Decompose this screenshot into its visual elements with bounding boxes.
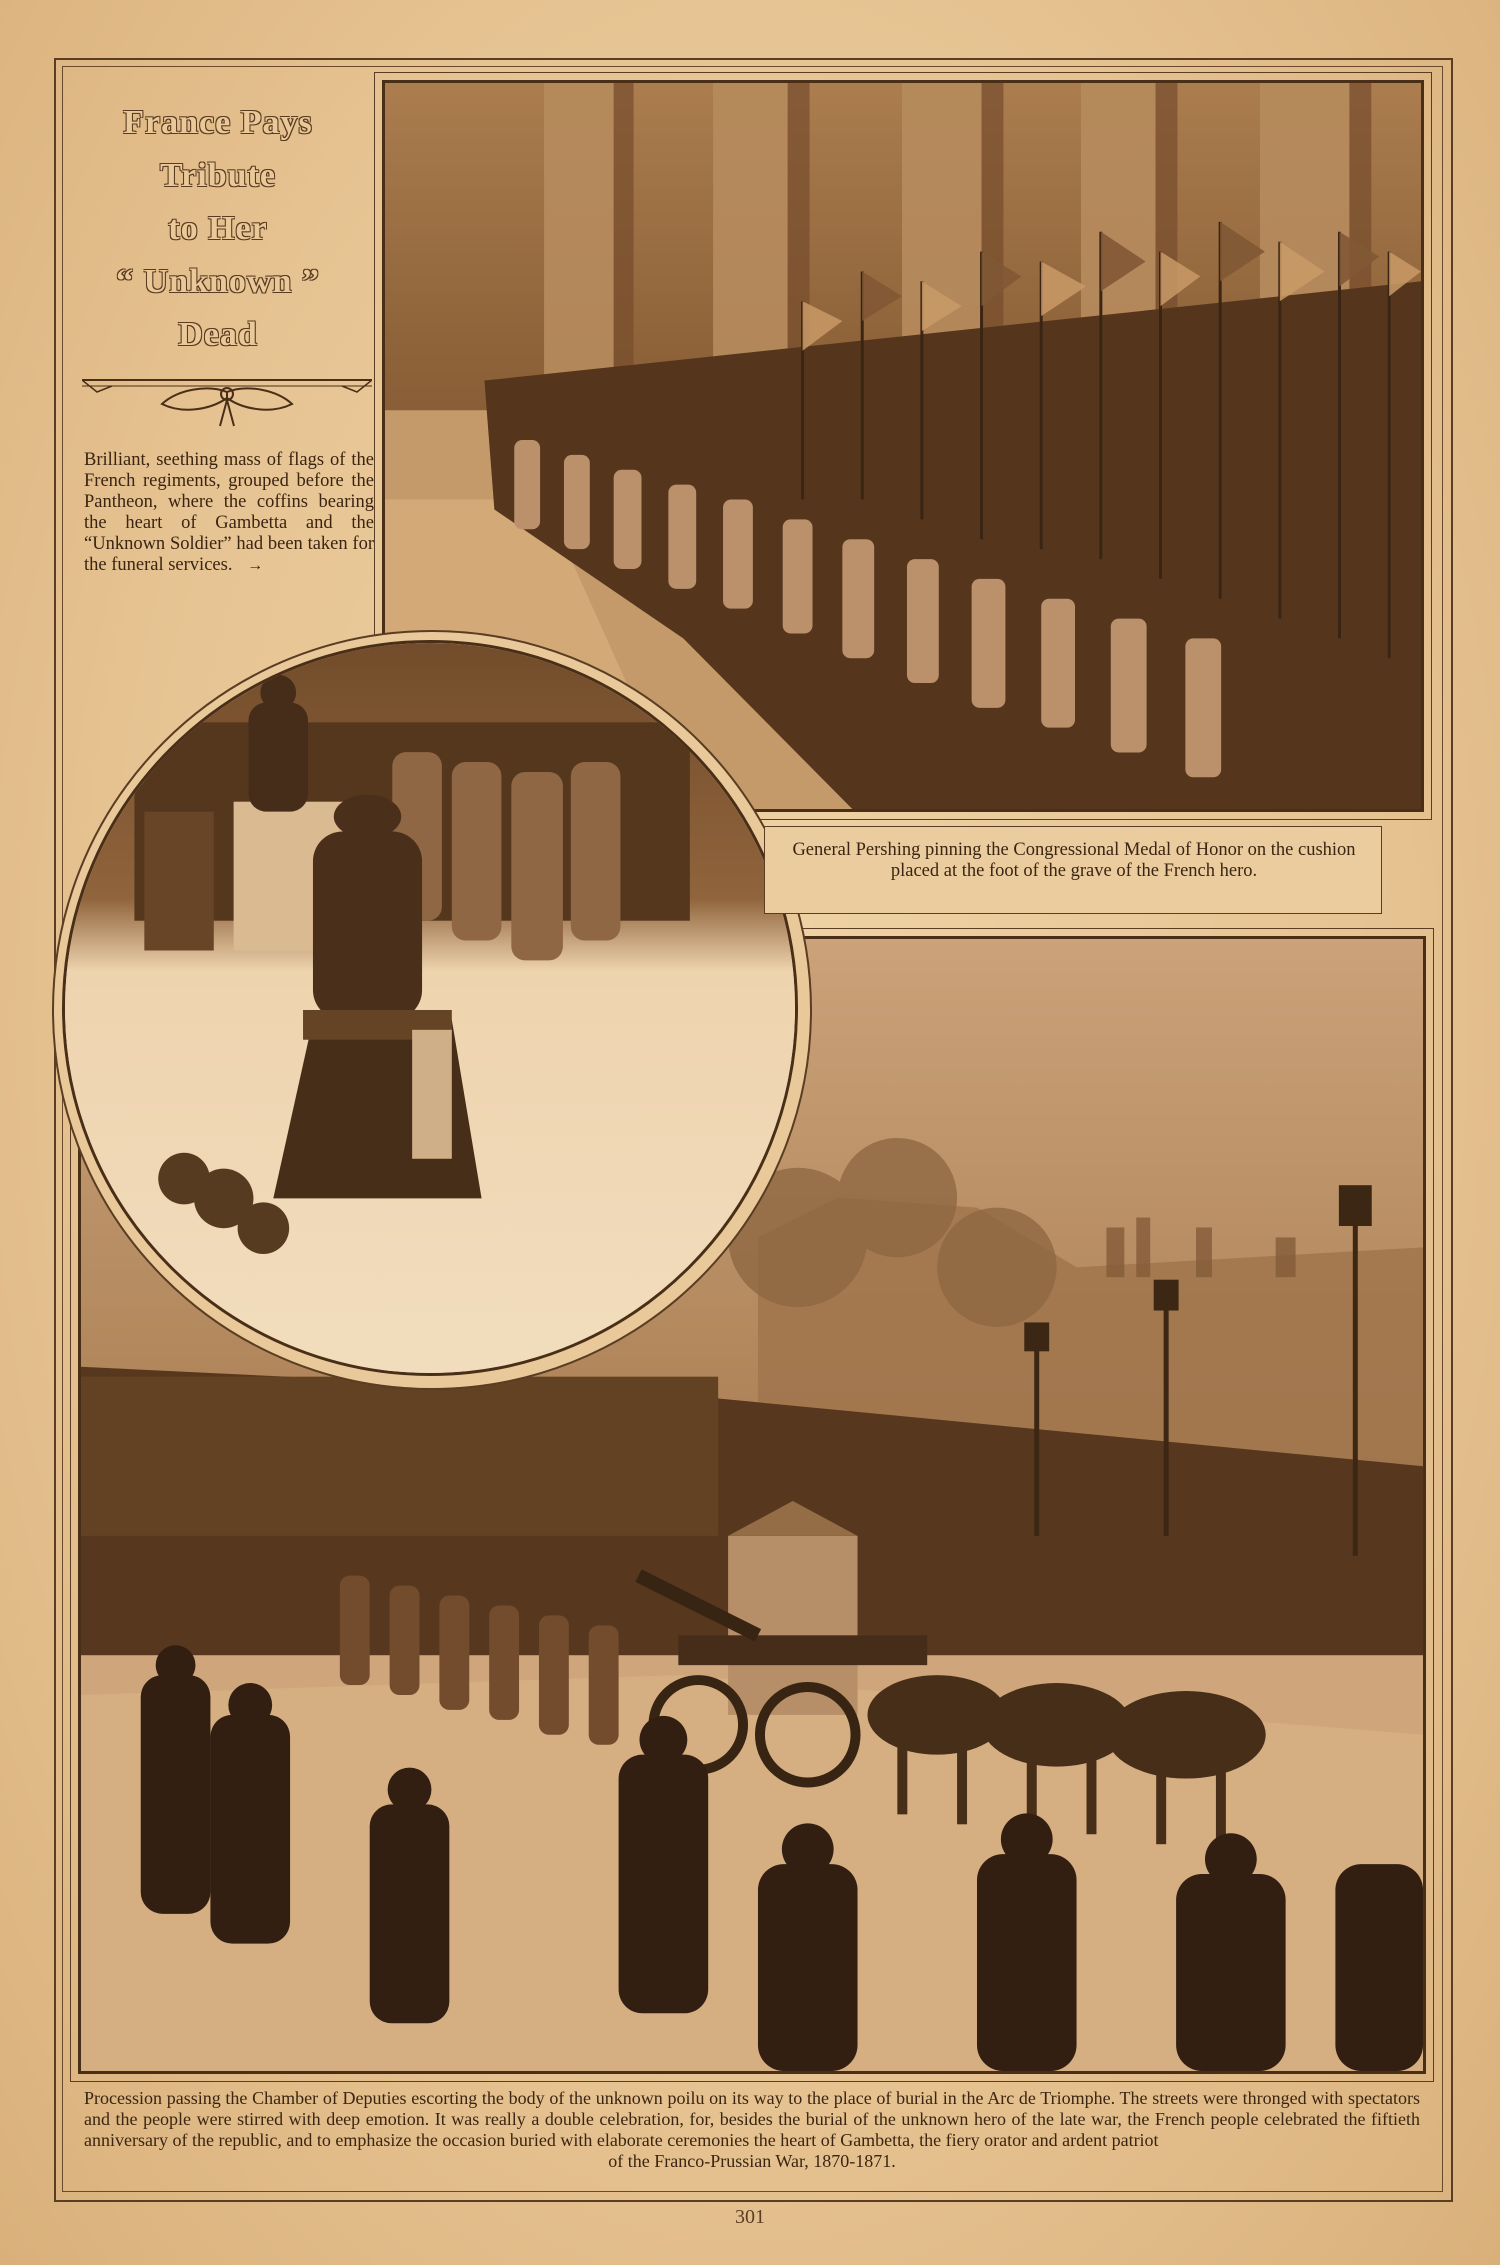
pershing-medal-photo xyxy=(62,640,798,1376)
arrow-right-icon: → xyxy=(247,557,264,574)
title-line: Dead xyxy=(178,316,258,353)
title-block xyxy=(68,72,374,632)
floral-ornament-icon xyxy=(82,370,372,430)
procession-caption-last-line: of the Franco-Prussian War, 1870-1871. xyxy=(608,2151,896,2171)
title-line: France Pays xyxy=(123,104,313,141)
title-line: “ Unknown ” xyxy=(116,263,320,300)
procession-caption-text: Procession passing the Chamber of Deputies escorting the body of the unknown poilu on its way to the place of burial in the Arc de Triomphe. The streets were thronged with spectators and the people were stirred with deep emotion. It was really a double celebration, for, besides the burial of the unknown hero of the late war, the French people celebrated the fiftieth anniversary of the republic, and to emphasize the occasion buried with elaborate ceremonies the heart of Gambetta, the fiery orator and ardent patriot xyxy=(84,2088,1420,2150)
title-line: Tribute xyxy=(160,157,276,194)
page-number: 301 xyxy=(735,2206,765,2228)
pantheon-caption-text: Brilliant, seething mass of flags of the French regiments, grouped before the Pantheon, where the coffins bearing the heart of Gambetta and the “Unknown Soldier” had been taken for the funeral services. xyxy=(84,450,374,575)
pantheon-caption xyxy=(84,450,374,576)
title-line: to Her xyxy=(168,210,268,247)
procession-caption xyxy=(84,2088,1420,2172)
pershing-caption: General Pershing pinning the Congressional Medal of Honor on the cushion placed at the foot of the grave of the French hero. xyxy=(792,840,1356,881)
page-title xyxy=(68,96,368,361)
